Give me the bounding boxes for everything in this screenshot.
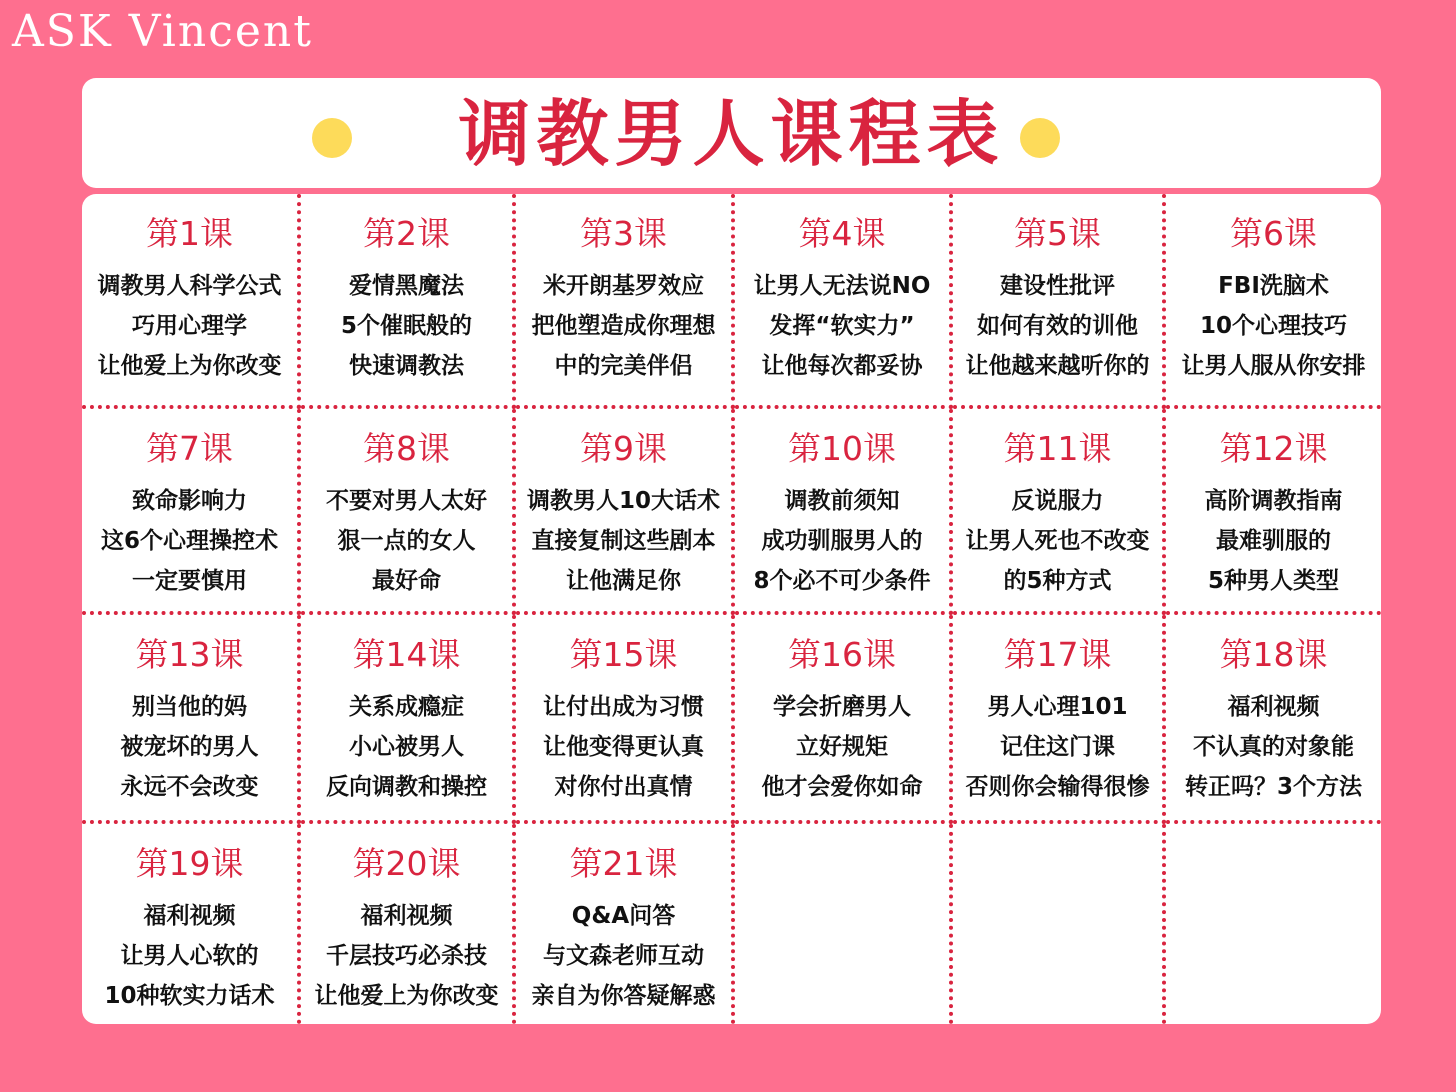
lesson-description (735, 481, 949, 601)
lesson-description (516, 687, 731, 807)
lesson-number: 第14课 (352, 635, 461, 674)
lesson-cell (301, 194, 516, 409)
lesson-line: 如何有效的训他 (977, 313, 1138, 339)
lesson-description (953, 687, 1162, 807)
lesson-line: 福利视频 (1227, 694, 1320, 720)
lesson-description (735, 687, 949, 807)
lesson-line: 调教男人10大话术 (526, 488, 720, 514)
lesson-description (516, 481, 731, 601)
lesson-cell (953, 409, 1166, 615)
lesson-description (1166, 481, 1381, 601)
lesson-cell (82, 194, 301, 409)
lesson-line: 反说服力 (1011, 488, 1104, 514)
lesson-line: 立好规矩 (796, 734, 888, 760)
lesson-line: 让他满足你 (566, 568, 681, 594)
page-title: 调教男人课程表 (458, 92, 1005, 176)
empty-cell (953, 824, 1166, 1024)
lesson-cell (82, 615, 301, 824)
brand-logo-text: ASK Vincent (12, 6, 313, 57)
lesson-line: 发挥“软实力” (769, 313, 915, 339)
lesson-line: 直接复制这些剧本 (531, 528, 716, 554)
lesson-description (516, 896, 731, 1016)
lesson-description (1166, 266, 1381, 386)
lesson-line: 别当他的妈 (132, 694, 247, 720)
lesson-line: 最好命 (372, 568, 441, 594)
lesson-line: 5种男人类型 (1207, 568, 1339, 594)
lesson-line: 小心被男人 (349, 734, 464, 760)
yellow-dot-right (1020, 118, 1060, 158)
lesson-line: Q&A问答 (571, 903, 676, 929)
lesson-line: 让男人心软的 (120, 943, 259, 969)
lesson-line: 狠一点的女人 (337, 528, 476, 554)
lesson-line: 巧用心理学 (132, 313, 247, 339)
lesson-line: 千层技巧必杀技 (326, 943, 487, 969)
lesson-line: 让男人服从你安排 (1181, 353, 1366, 379)
lesson-description (82, 687, 297, 807)
lesson-line: 建设性批评 (1000, 273, 1115, 299)
lesson-cell (516, 194, 735, 409)
lesson-number: 第21课 (569, 844, 678, 883)
lesson-description (82, 266, 297, 386)
lesson-line: 学会折磨男人 (773, 694, 911, 720)
lesson-description (82, 896, 297, 1016)
lesson-line: 把他塑造成你理想 (531, 313, 716, 339)
title-card (82, 78, 1381, 188)
lesson-description (301, 687, 512, 807)
lesson-number: 第18课 (1219, 635, 1328, 674)
lesson-line: 爱情黑魔法 (349, 273, 464, 299)
lesson-line: 转正吗？3个方法 (1184, 774, 1362, 800)
lesson-line: 最难驯服的 (1216, 528, 1331, 554)
lesson-number: 第20课 (352, 844, 461, 883)
lesson-line: 反向调教和操控 (326, 774, 487, 800)
lesson-cell (516, 615, 735, 824)
lesson-line: 不认真的对象能 (1193, 734, 1354, 760)
lesson-cell (1166, 194, 1381, 409)
lesson-line: 记住这门课 (1000, 734, 1115, 760)
lesson-line: 亲自为你答疑解惑 (531, 983, 716, 1009)
empty-cell (1166, 824, 1381, 1024)
lesson-line: 被宠坏的男人 (120, 734, 259, 760)
lesson-cell (735, 194, 953, 409)
lesson-line: 让男人死也不改变 (965, 528, 1150, 554)
lesson-cell (516, 409, 735, 615)
lesson-line: 致命影响力 (132, 488, 247, 514)
lesson-number: 第1课 (146, 214, 233, 253)
lesson-number: 第10课 (788, 429, 896, 468)
lesson-cell (301, 824, 516, 1024)
lesson-line: 对你付出真情 (554, 774, 693, 800)
lesson-line: 快速调教法 (349, 353, 464, 379)
lesson-line: 8个必不可少条件 (753, 568, 931, 594)
lesson-description (301, 481, 512, 601)
lesson-number: 第5课 (1014, 214, 1101, 253)
lesson-line: 福利视频 (143, 903, 236, 929)
lesson-line: 10个心理技巧 (1199, 313, 1347, 339)
lesson-line: 与文森老师互动 (543, 943, 704, 969)
lesson-description (1166, 687, 1381, 807)
lesson-number: 第17课 (1003, 635, 1112, 674)
lesson-cell (82, 824, 301, 1024)
lesson-line: 让他变得更认真 (543, 734, 704, 760)
lesson-description (953, 481, 1162, 601)
course-schedule-grid (82, 194, 1381, 1024)
lesson-cell (953, 615, 1166, 824)
lesson-line: 关系成瘾症 (349, 694, 464, 720)
lesson-line: 中的完美伴侣 (554, 353, 693, 379)
lesson-line: 男人心理101 (987, 694, 1128, 720)
lesson-line: 让男人无法说NO (753, 273, 931, 299)
lesson-line: 调教前须知 (784, 488, 900, 514)
lesson-line: FBI洗脑术 (1218, 273, 1329, 299)
lesson-number: 第6课 (1230, 214, 1317, 253)
lesson-number: 第11课 (1003, 429, 1112, 468)
lesson-cell (301, 615, 516, 824)
lesson-line: 成功驯服男人的 (761, 528, 923, 554)
lesson-line: 这6个心理操控术 (100, 528, 278, 554)
lesson-number: 第16课 (788, 635, 896, 674)
lesson-line: 米开朗基罗效应 (543, 273, 704, 299)
lesson-description (516, 266, 731, 386)
lesson-number: 第13课 (135, 635, 244, 674)
lesson-cell (735, 615, 953, 824)
lesson-line: 一定要慎用 (132, 568, 247, 594)
lesson-number: 第3课 (580, 214, 667, 253)
lesson-line: 调教男人科学公式 (97, 273, 282, 299)
lesson-description (735, 266, 949, 386)
lesson-number: 第12课 (1219, 429, 1328, 468)
lesson-line: 否则你会输得很惨 (965, 774, 1150, 800)
lesson-description (301, 266, 512, 386)
lesson-cell (1166, 409, 1381, 615)
lesson-number: 第7课 (146, 429, 233, 468)
lesson-line: 10种软实力话术 (104, 983, 275, 1009)
lesson-description (82, 481, 297, 601)
lesson-number: 第4课 (798, 214, 886, 253)
lesson-cell (1166, 615, 1381, 824)
lesson-line: 永远不会改变 (120, 774, 259, 800)
lesson-number: 第2课 (363, 214, 450, 253)
lesson-line: 5个催眠般的 (340, 313, 472, 339)
lesson-cell (516, 824, 735, 1024)
lesson-line: 高阶调教指南 (1204, 488, 1343, 514)
lesson-cell (953, 194, 1166, 409)
lesson-number: 第15课 (569, 635, 678, 674)
lesson-number: 第19课 (135, 844, 244, 883)
lesson-cell (301, 409, 516, 615)
lesson-line: 他才会爱你如命 (761, 774, 923, 800)
lesson-description (301, 896, 512, 1016)
lesson-line: 让付出成为习惯 (543, 694, 704, 720)
lesson-number: 第8课 (363, 429, 450, 468)
lesson-line: 让他越来越听你的 (965, 353, 1150, 379)
lesson-line: 福利视频 (360, 903, 453, 929)
lesson-line: 让他爱上为你改变 (97, 353, 282, 379)
lesson-line: 不要对男人太好 (326, 488, 487, 514)
lesson-line: 让他爱上为你改变 (314, 983, 499, 1009)
lesson-cell (82, 409, 301, 615)
lesson-cell (735, 409, 953, 615)
lesson-line: 让他每次都妥协 (761, 353, 923, 379)
lesson-line: 的5种方式 (1003, 568, 1112, 594)
empty-cell (735, 824, 953, 1024)
lesson-description (953, 266, 1162, 386)
lesson-number: 第9课 (580, 429, 667, 468)
